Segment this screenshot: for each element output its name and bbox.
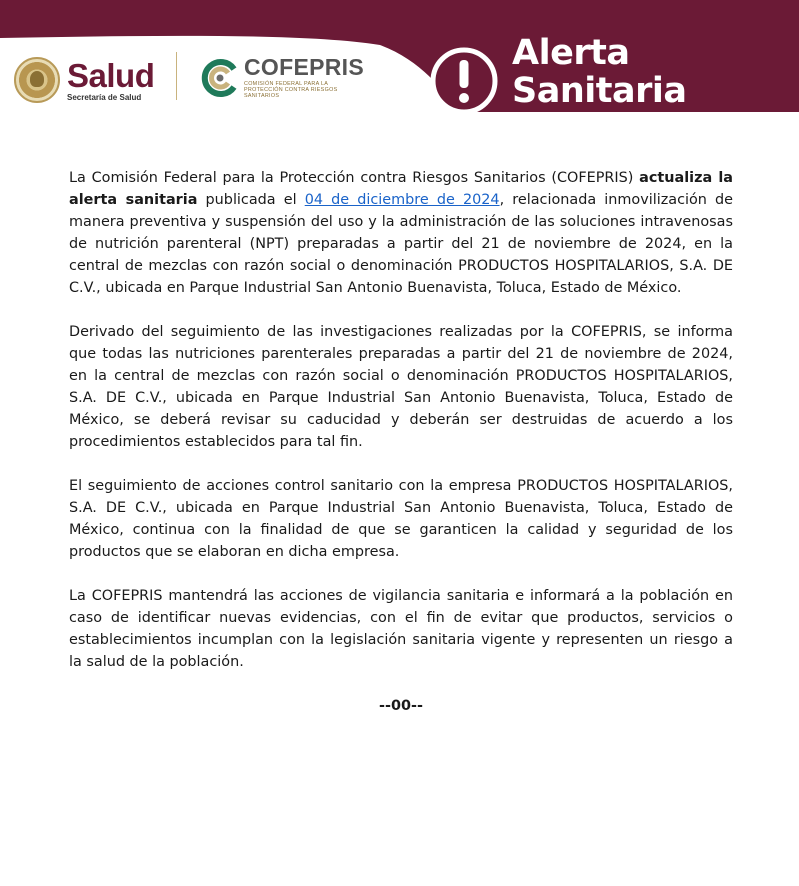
national-seal-icon xyxy=(14,57,60,103)
paragraph-2: Derivado del seguimiento de las investigaciones realizadas por la COFEPRIS, se informa que todas las nutriciones parenterales preparadas a partir del 21 de noviembre de 2024, en la central de mezclas con razón social o denominación PRODUCTOS HOSPITALARIOS, S.A. DE C.V., ubicada en Parque Industrial San Antonio Buenavista, Toluca, Estado de México, se deberá revisar su caducidad y deberán ser destruidas de acuerdo a los procedimientos establecidos para tal fin. xyxy=(69,324,733,450)
paragraph-1-intro: La Comisión Federal para la Protección contra Riesgos Sanitarios (COFEPRIS) xyxy=(69,170,640,186)
cofepris-logo xyxy=(200,56,364,100)
paragraph-4: La COFEPRIS mantendrá las acciones de vigilancia sanitaria e informará a la población en caso de identificar nuevas evidencias, con el fin de evitar que productos, servicios o establecimientos incumplan con la legislación sanitaria vigente y representen un riesgo a la salud de la población. xyxy=(69,588,733,670)
paragraph-3: El seguimiento de acciones control sanitario con la empresa PRODUCTOS HOSPITALARIOS, S.A. DE C.V., ubicada en Parque Industrial San Antonio Buenavista, Toluca, Estado de México, continua con la finalidad de que se garanticen la calidad y seguridad de los productos que se elaboran en dicha empresa. xyxy=(69,478,733,560)
alert-title xyxy=(512,34,686,110)
cofepris-subtitle: COMISIÓN FEDERAL PARA LA PROTECCIÓN CONTRA RIESGOS SANITARIOS xyxy=(244,81,338,100)
salud-logo xyxy=(14,52,154,108)
alert-title-line1: Alerta xyxy=(512,33,630,73)
cofepris-wordmark: COFEPRIS xyxy=(244,54,364,80)
paragraph-1-rest: , relacionada inmovilización de manera preventiva y suspensión del uso y la administración de las soluciones intravenosas de nutrición parenteral (NPT) preparadas a partir del 21 de noviembre de 2024, en la central de mezclas con razón social o denominación PRODUCTOS HOSPITALARIOS, S.A. DE C.V., ubicada en Parque Industrial San Antonio Buenavista, Toluca, Estado de México. xyxy=(69,192,734,296)
cofepris-mark-icon xyxy=(200,58,240,98)
salud-subtitle: Secretaría de Salud xyxy=(67,92,142,102)
document-body xyxy=(69,167,733,717)
previous-alert-date-link[interactable]: 04 de diciembre de 2024 xyxy=(304,192,500,208)
paragraph-1-mid: publicada el xyxy=(197,192,305,208)
logo-divider xyxy=(176,52,177,100)
exclamation-icon xyxy=(429,46,499,116)
closing-mark: --00-- xyxy=(379,698,423,714)
alert-title-line2: Sanitaria xyxy=(512,71,687,111)
salud-wordmark: Salud xyxy=(67,56,155,94)
header xyxy=(0,0,799,112)
paragraph-1-emphasis: actualiza la alerta sanitaria xyxy=(69,170,733,208)
paragraph-1 xyxy=(69,167,733,299)
